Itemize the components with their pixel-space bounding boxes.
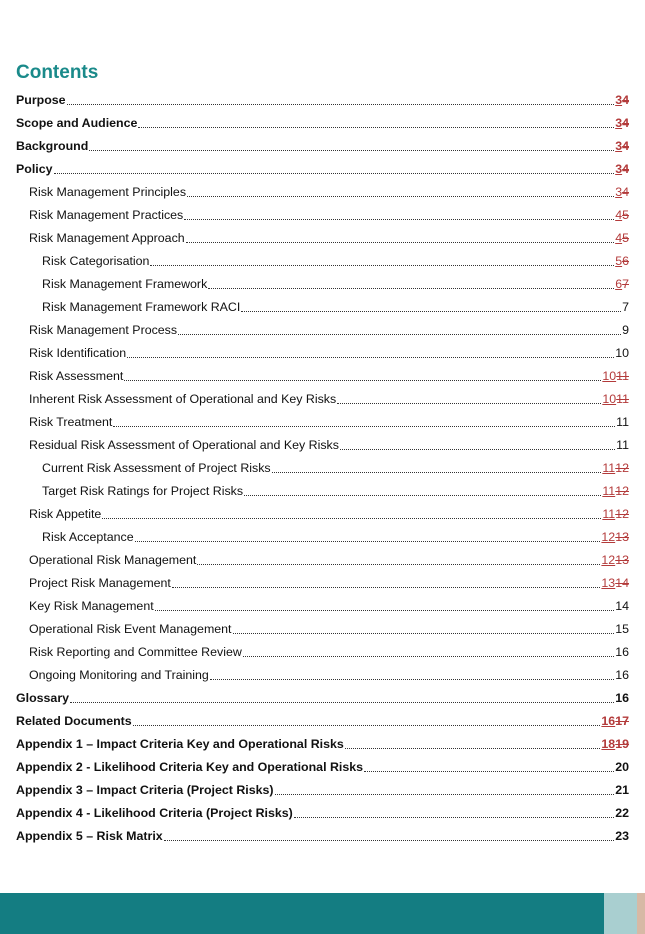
toc-entry[interactable] [42,460,629,476]
revised-page-number: 3 [615,185,623,199]
toc-entry-title: Key Risk Management [29,599,154,613]
deleted-page-number: 6 [622,254,629,268]
toc-entry[interactable] [29,230,629,246]
toc-entry[interactable] [16,138,629,154]
toc-page-number [616,437,629,453]
contents-heading: Contents [16,62,99,83]
toc-entry[interactable] [16,713,629,729]
dot-leader [208,288,614,289]
deleted-page-number: 12 [615,461,629,475]
toc-entry-title: Appendix 5 – Risk Matrix [16,829,163,843]
revised-page-number: 4 [615,231,623,245]
toc-page-number [615,598,629,614]
dot-leader [54,173,615,174]
toc-entry[interactable] [29,437,629,453]
revised-page-number: 11 [602,461,616,475]
footer-light-block [604,893,637,934]
toc-entry-title: Risk Management Process [29,323,178,337]
toc-page-number [615,759,629,775]
revised-page-number: 10 [602,392,617,406]
revised-page-number: 3 [615,162,623,176]
toc-page-number [622,299,629,315]
toc-page-number [615,184,629,200]
page-number: 10 [615,346,629,360]
page-number: 15 [615,622,629,636]
toc-entry-title: Risk Management Framework RACI [42,300,241,314]
toc-page-number [615,644,629,660]
revised-page-number: 11 [602,484,616,498]
dot-leader [241,311,621,312]
toc-entry[interactable] [16,92,629,108]
toc-entry-title: Related Documents [16,714,132,728]
toc-entry-title: Residual Risk Assessment of Operational and Key Risks [29,438,339,452]
toc-entry[interactable] [29,598,629,614]
toc-entry-title: Purpose [16,93,66,107]
deleted-page-number: 11 [616,392,629,406]
dot-leader [275,794,615,795]
page-number: 23 [615,829,629,843]
toc-entry[interactable] [16,161,629,177]
dot-leader [150,265,614,266]
deleted-page-number: 4 [622,162,629,176]
toc-page-number [601,529,629,545]
page-number: 20 [615,760,629,774]
toc-page-number [615,276,629,292]
dot-leader [89,150,614,151]
toc-entry-title: Background [16,139,89,153]
page-number: 16 [615,691,629,705]
toc-entry-title: Risk Appetite [29,507,102,521]
page-number: 14 [615,599,629,613]
dot-leader [210,679,614,680]
revised-page-number: 12 [601,530,616,544]
toc-entry-title: Glossary [16,691,70,705]
toc-entry[interactable] [29,207,629,223]
dot-leader [186,242,615,243]
toc-entry-title: Appendix 2 - Likelihood Criteria Key and Operational Risks [16,760,364,774]
toc-entry[interactable] [29,621,629,637]
deleted-page-number: 4 [622,185,629,199]
page-number: 9 [622,323,629,337]
toc-page-number [615,138,629,154]
toc-page-number [615,161,629,177]
toc-entry-title: Risk Management Principles [29,185,187,199]
dot-leader [164,840,615,841]
toc-entry[interactable] [16,805,629,821]
dot-leader [187,196,614,197]
toc-entry-title: Risk Identification [29,346,127,360]
toc-entry-title: Scope and Audience [16,116,138,130]
toc-entry[interactable] [29,414,629,430]
deleted-page-number: 12 [615,507,629,521]
revised-page-number: 13 [601,576,616,590]
deleted-page-number: 13 [615,530,629,544]
deleted-page-number: 5 [622,208,629,222]
deleted-page-number: 14 [615,576,629,590]
toc-page-number [615,667,629,683]
revised-page-number: 18 [601,737,616,751]
toc-entry-title: Risk Acceptance [42,530,134,544]
toc-entry[interactable] [42,529,629,545]
toc-entry[interactable] [29,667,629,683]
deleted-page-number: 5 [622,231,629,245]
toc-page-number [622,322,629,338]
dot-leader [340,449,615,450]
dot-leader [178,334,621,335]
page-number: 16 [615,668,629,682]
footer-accent-block [637,893,645,934]
toc-entry-title: Risk Management Approach [29,231,185,245]
dot-leader [184,219,614,220]
revised-page-number: 4 [615,208,623,222]
toc-page-number [601,575,629,591]
toc-entry[interactable] [42,299,629,315]
deleted-page-number: 17 [615,714,629,728]
dot-leader [272,472,602,473]
page-number: 16 [615,645,629,659]
dot-leader [138,127,614,128]
deleted-page-number: 11 [616,369,629,383]
deleted-page-number: 13 [615,553,629,567]
toc-page-number [615,207,629,223]
deleted-page-number: 4 [622,93,629,107]
toc-page-number [602,460,629,476]
toc-page-number [616,414,629,430]
deleted-page-number: 12 [615,484,629,498]
toc-entry-title: Inherent Risk Assessment of Operational and Key Risks [29,392,337,406]
toc-entry-title: Risk Management Practices [29,208,184,222]
toc-page-number [615,828,629,844]
toc-page-number [602,391,629,407]
dot-leader [244,495,601,496]
toc-entry-title: Risk Management Framework [42,277,208,291]
toc-entry[interactable] [29,391,629,407]
toc-page-number [615,253,629,269]
toc-entry[interactable] [29,552,629,568]
page-number: 7 [622,300,629,314]
toc-page-number [602,483,629,499]
toc-entry[interactable] [16,782,629,798]
toc-entry-title: Risk Assessment [29,369,124,383]
dot-leader [197,564,600,565]
toc-entry-title: Project Risk Management [29,576,171,590]
toc-entry-title: Target Risk Ratings for Project Risks [42,484,244,498]
toc-entry[interactable] [29,184,629,200]
toc-entry[interactable] [29,575,629,591]
page-number: 22 [615,806,629,820]
revised-page-number: 5 [615,254,623,268]
toc-entry[interactable] [42,483,629,499]
revised-page-number: 3 [615,139,623,153]
toc-entry[interactable] [16,736,629,752]
toc-page-number [615,115,629,131]
dot-leader [345,748,601,749]
dot-leader [294,817,614,818]
deleted-page-number: 7 [622,277,629,291]
toc-entry[interactable] [16,759,629,775]
dot-leader [124,380,601,381]
toc-entry[interactable] [42,276,629,292]
dot-leader [337,403,601,404]
page-number: 21 [615,783,629,797]
toc-entry-title: Operational Risk Event Management [29,622,232,636]
page-number: 11 [616,438,629,452]
dot-leader [172,587,601,588]
dot-leader [70,702,614,703]
revised-page-number: 3 [615,116,623,130]
toc-page-number [602,368,629,384]
toc-entry[interactable] [29,506,629,522]
toc-entry[interactable] [29,345,629,361]
toc-entry[interactable] [29,322,629,338]
dot-leader [135,541,601,542]
dot-leader [155,610,615,611]
toc-page-number [601,736,629,752]
revised-page-number: 3 [615,93,623,107]
deleted-page-number: 19 [615,737,629,751]
toc-entry[interactable] [42,253,629,269]
toc-entry-title: Risk Categorisation [42,254,150,268]
toc-entry-title: Risk Reporting and Committee Review [29,645,242,659]
deleted-page-number: 4 [622,116,629,130]
revised-page-number: 16 [601,714,616,728]
toc-page-number [615,690,629,706]
dot-leader [364,771,614,772]
dot-leader [133,725,601,726]
deleted-page-number: 4 [622,139,629,153]
toc-entry-title: Risk Treatment [29,415,113,429]
toc-page-number [615,621,629,637]
revised-page-number: 11 [602,507,616,521]
dot-leader [233,633,615,634]
toc-entry[interactable] [16,828,629,844]
toc-page-number [615,805,629,821]
toc-page-number [615,92,629,108]
toc-entry-title: Appendix 3 – Impact Criteria (Project Risks) [16,783,274,797]
toc-entry[interactable] [29,644,629,660]
toc-entry-title: Current Risk Assessment of Project Risks [42,461,271,475]
dot-leader [243,656,614,657]
revised-page-number: 6 [615,277,623,291]
toc-page-number [601,552,629,568]
toc-entry-title: Policy [16,162,53,176]
toc-page-number [601,713,629,729]
toc-entry-title: Appendix 4 - Likelihood Criteria (Project Risks) [16,806,293,820]
footer-band [0,893,645,934]
toc-page-number [615,345,629,361]
toc-entry-title: Appendix 1 – Impact Criteria Key and Operational Risks [16,737,344,751]
toc-entry-title: Ongoing Monitoring and Training [29,668,209,682]
revised-page-number: 10 [602,369,617,383]
page-number: 11 [616,415,629,429]
dot-leader [127,357,614,358]
toc-entry[interactable] [29,368,629,384]
toc-page-number [615,782,629,798]
dot-leader [102,518,601,519]
revised-page-number: 12 [601,553,616,567]
toc-page-number [602,506,629,522]
dot-leader [67,104,615,105]
toc-entry-title: Operational Risk Management [29,553,197,567]
toc-entry[interactable] [16,115,629,131]
toc-entry[interactable] [16,690,629,706]
dot-leader [113,426,615,427]
toc-page-number [615,230,629,246]
